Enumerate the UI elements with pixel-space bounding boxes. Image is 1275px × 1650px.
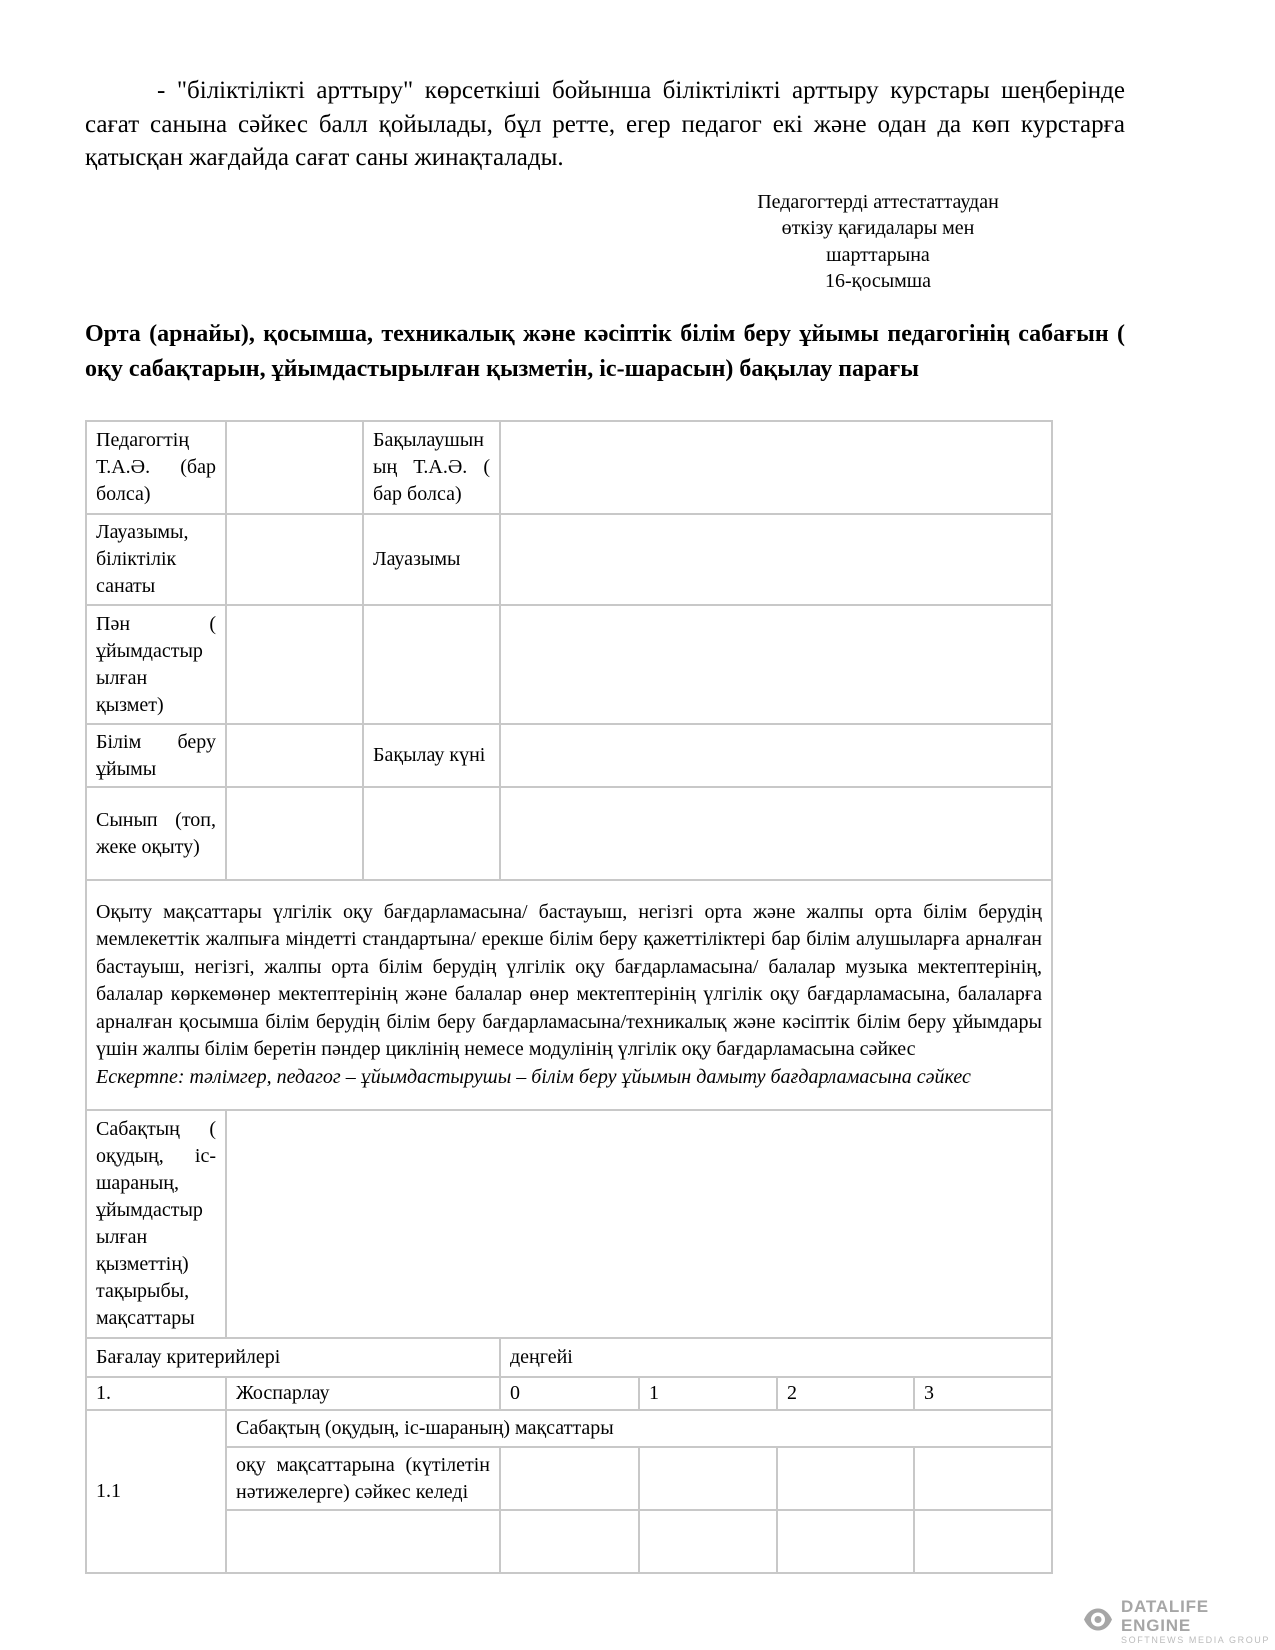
cell-observation-date-label: Бақылау күні bbox=[363, 724, 500, 787]
table-row bbox=[86, 1338, 1052, 1377]
table-row bbox=[86, 1510, 1052, 1573]
cell-observer-name-label: Бақылаушының Т.А.Ә. ( бар болса) bbox=[363, 421, 500, 514]
intro-paragraph: - "біліктілікті арттыру" көрсеткіші бойынша біліктілікті арттыру курстары шеңберінде сағат санына сәйкес балл қойылады, бұл ретте, егер педагог екі және одан да көп курстарға қатысқан жағдайда сағат саны жинақталады. bbox=[85, 77, 1125, 171]
cell-observer-position-label: Лауазымы bbox=[363, 514, 500, 605]
cell-subcriterion-text: оқу мақсаттарына (күтілетін нәтижелерге) сәйкес келеді bbox=[226, 1447, 500, 1510]
annotation-line: 16-қосымша bbox=[824, 269, 932, 292]
cell-observation-date-value bbox=[500, 724, 1052, 787]
cell-score bbox=[914, 1510, 1052, 1573]
table-cell bbox=[226, 1510, 500, 1573]
cell-position-category-value bbox=[226, 514, 363, 605]
table-row bbox=[86, 880, 1052, 1110]
cell-score bbox=[500, 1447, 639, 1510]
cell-lesson-goals-header: Сабақтың (оқудың, іс-шараның) мақсаттары bbox=[226, 1410, 1052, 1447]
cell-observer-name-value bbox=[500, 421, 1052, 514]
table-row bbox=[86, 1447, 1052, 1510]
cell-score bbox=[639, 1447, 777, 1510]
watermark-text bbox=[1121, 1597, 1275, 1646]
cell-teacher-name-value bbox=[226, 421, 363, 514]
watermark-brand: DATALIFE ENGINE bbox=[1121, 1597, 1209, 1635]
cell-criterion-1-1: 1.1 bbox=[86, 1410, 226, 1573]
cell-criteria-header: Бағалау критерийлері bbox=[86, 1338, 500, 1377]
cell-edu-org-label: Білім беру ұйымы bbox=[86, 724, 226, 787]
cell-score bbox=[777, 1447, 914, 1510]
annotation-line: шарттарына bbox=[826, 243, 930, 266]
cell-edu-org-value bbox=[226, 724, 363, 787]
annotation-line: өткізу қағидалары мен bbox=[781, 217, 975, 240]
cell-class-label: Сынып (топ, жеке оқыту) bbox=[86, 787, 226, 880]
table-row bbox=[86, 724, 1052, 787]
teaching-goals-note: Ескертпе: тәлімгер, педагог – ұйымдастырушы – білім беру ұйымын дамыту бағдарламасына сәйкес bbox=[96, 1065, 971, 1088]
cell-subject-value bbox=[226, 605, 363, 724]
page-title: Орта (арнайы), қосымша, техникалық және кәсіптік білім беру ұйымы педагогінің сабағын ( оқу сабақтарын, ұйымдастырылған қызметін, іс-шарасын) бақылау парағы bbox=[85, 321, 1125, 382]
cell-level-3: 3 bbox=[914, 1377, 1052, 1410]
watermark-tagline: SOFTNEWS MEDIA GROUP bbox=[1121, 1635, 1271, 1645]
cell-criterion-planning: Жоспарлау bbox=[226, 1377, 500, 1410]
table-cell bbox=[363, 787, 500, 880]
cell-observer-position-value bbox=[500, 514, 1052, 605]
cell-teacher-name-label: Педагогтің Т.А.Ә. (бар болса) bbox=[86, 421, 226, 514]
annotation-block bbox=[680, 189, 1076, 294]
cell-score bbox=[777, 1510, 914, 1573]
table-row bbox=[86, 514, 1052, 605]
cell-level-1: 1 bbox=[639, 1377, 777, 1410]
datalife-watermark bbox=[1083, 1597, 1275, 1646]
cell-score bbox=[500, 1510, 639, 1573]
table-row bbox=[86, 1410, 1052, 1447]
cell-level-0: 0 bbox=[500, 1377, 639, 1410]
cell-score bbox=[914, 1447, 1052, 1510]
table-cell bbox=[500, 787, 1052, 880]
observation-table bbox=[85, 420, 1053, 1574]
cell-criterion-number: 1. bbox=[86, 1377, 226, 1410]
cell-lesson-topic-label: Сабақтың ( оқудың, іс-шараның, ұйымдастырылған қызметтің) тақырыбы, мақсаттары bbox=[86, 1110, 226, 1338]
annotation-line: Педагогтерді аттестаттаудан bbox=[757, 191, 999, 213]
table-row bbox=[86, 605, 1052, 724]
table-row bbox=[86, 787, 1052, 880]
table-row bbox=[86, 421, 1052, 514]
cell-lesson-topic-value bbox=[226, 1110, 1052, 1338]
cell-score bbox=[639, 1510, 777, 1573]
table-row bbox=[86, 1377, 1052, 1410]
cell-class-value bbox=[226, 787, 363, 880]
cell-subject-label: Пән ( ұйымдастырылған қызмет) bbox=[86, 605, 226, 724]
table-row bbox=[86, 1110, 1052, 1338]
cell-position-category-label: Лауазымы, біліктілік санаты bbox=[86, 514, 226, 605]
eye-swirl-icon bbox=[1083, 1607, 1113, 1637]
cell-level-header: деңгейі bbox=[500, 1338, 1052, 1377]
table-cell bbox=[500, 605, 1052, 724]
teaching-goals-text: Оқыту мақсаттары үлгілік оқу бағдарламасына/ бастауыш, негізгі орта және жалпы орта білім берудің мемлекеттік жалпыға міндетті стандартына/ ерекше білім беру қажеттіліктері бар білім алушыларға арналған бастауыш, негізгі, жалпы орта білім берудің үлгілік оқу бағдарламасына/ балалар музыка мектептерінің, балалар көркемөнер мектептерінің және балалар өнер мектептерінің үлгілік оқу бағдарламасына, балаларға арналған қосымша білім берудің білім беру бағдарламасына/техникалық және кәсіптік білім беру ұйымдары үшін жалпы білім беретін пәндер циклінің немесе модулінің үлгілік оқу бағдарламасына сәйкес bbox=[96, 900, 1042, 1061]
cell-level-2: 2 bbox=[777, 1377, 914, 1410]
table-cell bbox=[363, 605, 500, 724]
cell-teaching-goals bbox=[86, 880, 1052, 1110]
